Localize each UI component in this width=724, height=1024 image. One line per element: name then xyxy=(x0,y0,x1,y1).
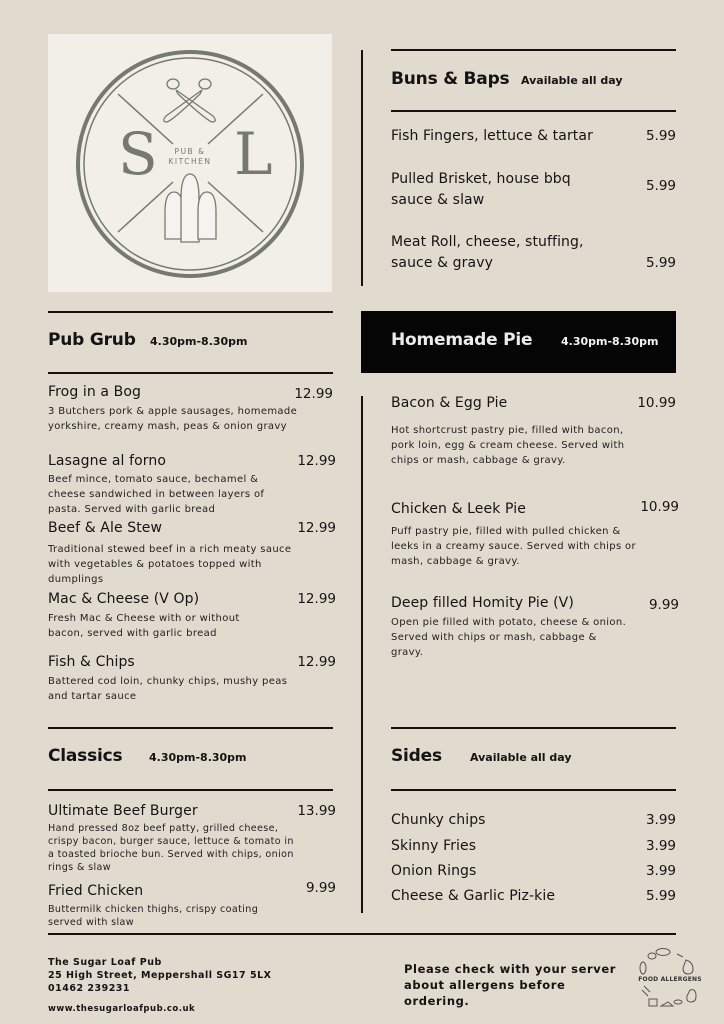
menu-item-name: Bacon & Egg Pie xyxy=(391,395,508,411)
section-title-pub-grub: Pub Grub xyxy=(48,330,136,350)
section-subtitle-buns-baps: Available all day xyxy=(521,74,623,87)
divider xyxy=(48,372,333,374)
menu-item-description: Puff pastry pie, filled with pulled chicken & leeks in a creamy sauce. Served with chips or mash, cabbage & gravy. xyxy=(391,526,636,567)
food-allergens-badge xyxy=(632,944,708,1020)
column-divider-bottom xyxy=(361,396,363,913)
menu-item-description: Beef mince, tomato sauce, bechamel & cheese sandwiched in between layers of pasta. Served with garlic bread xyxy=(48,474,265,515)
menu-item-name: Meat Roll, cheese, stuffing, sauce & gravy xyxy=(391,234,584,271)
menu-item-price: 12.99 xyxy=(297,591,336,607)
menu-item-name: Lasagne al forno xyxy=(48,453,167,469)
logo-text-line1: PUB & xyxy=(174,147,206,156)
menu-item-description: Hand pressed 8oz beef patty, grilled cheese, crispy bacon, burger sauce, lettuce & tomato in a toasted brioche bun. Served with chips, onion rings & slaw xyxy=(48,823,294,873)
pub-address: 25 High Street, Meppershall SG17 5LX xyxy=(48,970,272,981)
menu-item-price: 13.99 xyxy=(297,803,336,819)
menu-item-price: 12.99 xyxy=(294,386,333,402)
section-subtitle-classics: 4.30pm-8.30pm xyxy=(149,751,247,764)
divider xyxy=(48,727,333,729)
divider xyxy=(391,49,676,51)
logo-letter-l: L xyxy=(234,120,273,188)
divider xyxy=(48,789,333,791)
menu-item-name: Onion Rings xyxy=(391,863,477,879)
menu-item-name: Skinny Fries xyxy=(391,838,477,854)
menu-item-name: Chicken & Leek Pie xyxy=(391,501,526,517)
logo-panel xyxy=(48,34,332,292)
allergen-note: Please check with your server about allergens before ordering. xyxy=(404,962,617,1008)
section-subtitle-pub-grub: 4.30pm-8.30pm xyxy=(150,335,248,348)
menu-item-name: Fish & Chips xyxy=(48,654,135,670)
column-divider-top xyxy=(361,50,363,286)
divider xyxy=(391,110,676,112)
menu-item-description: Battered cod loin, chunky chips, mushy peas and tartar sauce xyxy=(48,676,288,702)
menu-item-price: 10.99 xyxy=(640,499,679,515)
menu-item-price: 12.99 xyxy=(297,453,336,469)
section-title-homemade-pie: Homemade Pie xyxy=(391,330,533,350)
logo-text-line2: KITCHEN xyxy=(168,157,212,166)
menu-item-price: 5.99 xyxy=(645,128,676,144)
menu-item-name: Frog in a Bog xyxy=(48,384,141,400)
menu-item-price: 5.99 xyxy=(645,888,676,904)
menu-item-name: Mac & Cheese (V Op) xyxy=(48,591,200,607)
menu-item-price: 3.99 xyxy=(645,838,676,854)
section-title-sides: Sides xyxy=(391,746,442,766)
menu-item-description: Traditional stewed beef in a rich meaty sauce with vegetables & potatoes topped with dumplings xyxy=(48,544,292,585)
menu-item-price: 9.99 xyxy=(648,597,679,613)
menu-item-name: Deep filled Homity Pie (V) xyxy=(391,595,574,611)
pub-name: The Sugar Loaf Pub xyxy=(48,957,162,968)
menu-item-name: Fried Chicken xyxy=(48,883,144,899)
menu-item-description: Open pie filled with potato, cheese & onion. Served with chips or mash, cabbage & gravy. xyxy=(391,617,627,658)
menu-item-price: 9.99 xyxy=(305,880,336,896)
menu-item-name: Ultimate Beef Burger xyxy=(48,803,198,819)
menu-item-description: Hot shortcrust pastry pie, filled with bacon, pork loin, egg & cream cheese. Served with chips or mash, cabbage & gravy. xyxy=(391,425,625,466)
menu-item-name: Chunky chips xyxy=(391,812,486,828)
pub-website-link[interactable]: www.thesugarloafpub.co.uk xyxy=(48,1004,196,1014)
logo-letter-s: S xyxy=(118,120,158,188)
menu-item-description: 3 Butchers pork & apple sausages, homemade yorkshire, creamy mash, peas & onion gravy xyxy=(48,406,298,432)
menu-item-price: 12.99 xyxy=(297,654,336,670)
menu-item-price: 10.99 xyxy=(637,395,676,411)
footer-divider xyxy=(48,933,676,935)
menu-item-price: 3.99 xyxy=(645,812,676,828)
section-title-buns-baps: Buns & Baps xyxy=(391,69,510,89)
menu-item-description: Fresh Mac & Cheese with or without bacon, served with garlic bread xyxy=(48,613,240,639)
pub-phone: 01462 239231 xyxy=(48,983,131,994)
section-subtitle-homemade-pie: 4.30pm-8.30pm xyxy=(561,335,659,348)
divider xyxy=(391,727,676,729)
food-allergens-label: FOOD ALLERGENS xyxy=(638,976,702,983)
menu-item-name: Beef & Ale Stew xyxy=(48,520,163,536)
divider xyxy=(48,311,333,313)
section-title-classics: Classics xyxy=(48,746,123,766)
menu-item-price: 12.99 xyxy=(297,520,336,536)
section-subtitle-sides: Available all day xyxy=(470,751,572,764)
menu-item-price: 5.99 xyxy=(645,255,676,271)
section-banner-homemade-pie xyxy=(361,311,676,373)
divider xyxy=(391,789,676,791)
menu-item-description: Buttermilk chicken thighs, crispy coating served with slaw xyxy=(48,904,259,928)
menu-item-name: Fish Fingers, lettuce & tartar xyxy=(391,128,593,144)
menu-item-price: 3.99 xyxy=(645,863,676,879)
menu-item-name: Pulled Brisket, house bbq sauce & slaw xyxy=(391,171,571,208)
menu-item-name: Cheese & Garlic Piz-kie xyxy=(391,888,556,904)
menu-item-price: 5.99 xyxy=(645,178,676,194)
